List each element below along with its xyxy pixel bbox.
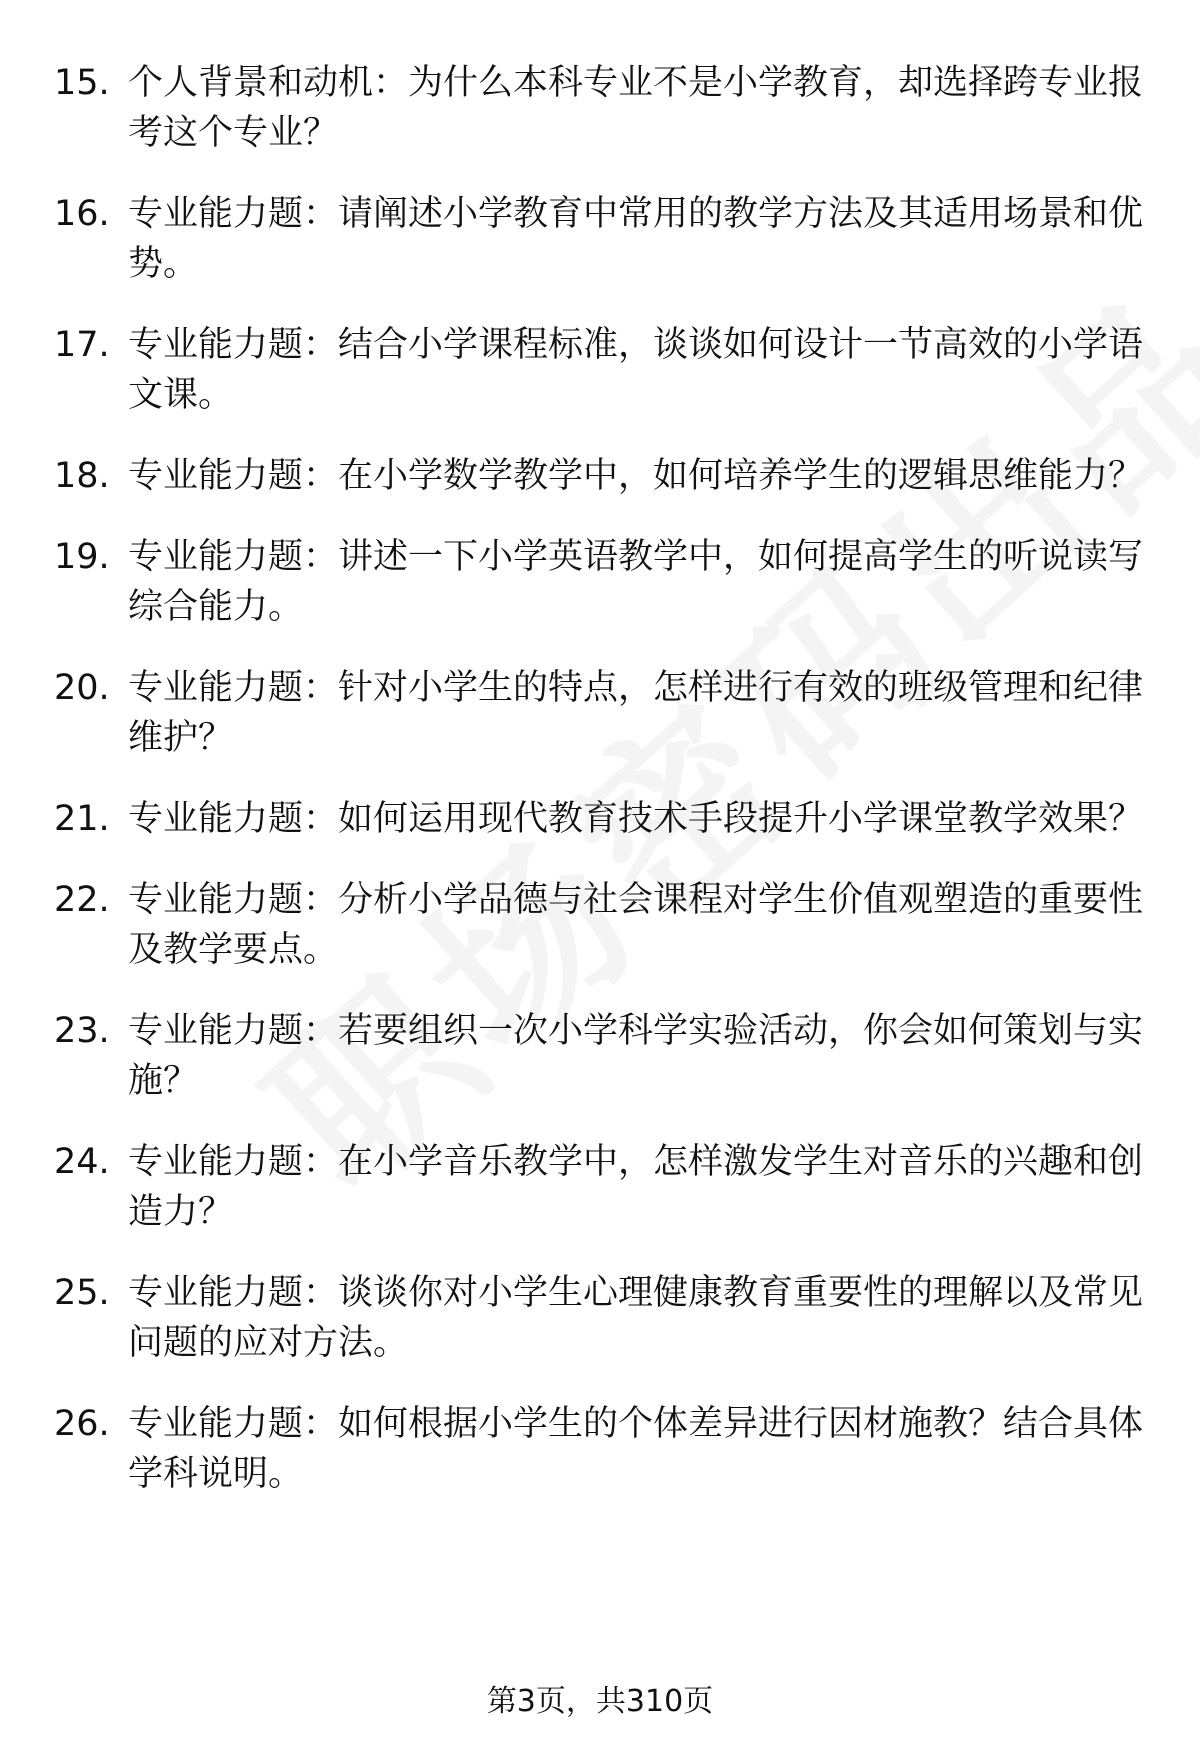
question-number: 17. <box>54 325 110 365</box>
list-item <box>54 1399 1154 1499</box>
question-text: 专业能力题：针对小学生的特点，怎样进行有效的班级管理和纪律维护？ <box>128 668 1144 758</box>
question-text: 专业能力题：请阐述小学教育中常用的教学方法及其适用场景和优势。 <box>128 194 1144 284</box>
page-footer: 第3页，共310页 <box>486 1684 714 1719</box>
list-item <box>54 875 1154 975</box>
list-item <box>54 532 1154 632</box>
question-number: 21. <box>54 799 110 839</box>
question-list <box>54 58 1154 1530</box>
question-number: 23. <box>54 1011 110 1051</box>
question-text: 专业能力题：结合小学课程标准，谈谈如何设计一节高效的小学语文课。 <box>128 325 1144 415</box>
question-number: 18. <box>54 456 110 496</box>
list-item <box>54 1137 1154 1237</box>
question-text: 专业能力题：讲述一下小学英语教学中，如何提高学生的听说读写综合能力。 <box>128 537 1144 627</box>
question-text: 个人背景和动机：为什么本科专业不是小学教育，却选择跨专业报考这个专业？ <box>128 63 1144 153</box>
list-item <box>54 189 1154 289</box>
question-number: 19. <box>54 537 110 577</box>
list-item <box>54 451 1154 501</box>
list-item <box>54 794 1154 844</box>
list-item <box>54 58 1154 158</box>
list-item <box>54 1268 1154 1368</box>
question-text: 专业能力题：分析小学品德与社会课程对学生价值观塑造的重要性及教学要点。 <box>128 880 1144 970</box>
question-number: 16. <box>54 194 110 234</box>
list-item <box>54 1006 1154 1106</box>
question-text: 专业能力题：若要组织一次小学科学实验活动，你会如何策划与实施？ <box>128 1011 1144 1101</box>
question-text: 专业能力题：谈谈你对小学生心理健康教育重要性的理解以及常见问题的应对方法。 <box>128 1273 1144 1363</box>
list-item <box>54 320 1154 420</box>
question-number: 24. <box>54 1142 110 1182</box>
question-number: 25. <box>54 1273 110 1313</box>
question-number: 22. <box>54 880 110 920</box>
question-number: 20. <box>54 668 110 708</box>
question-number: 26. <box>54 1404 110 1444</box>
question-text: 专业能力题：在小学数学教学中，如何培养学生的逻辑思维能力？ <box>128 456 1144 496</box>
question-number: 15. <box>54 63 110 103</box>
question-text: 专业能力题：如何根据小学生的个体差异进行因材施教？结合具体学科说明。 <box>128 1404 1144 1494</box>
question-text: 专业能力题：如何运用现代教育技术手段提升小学课堂教学效果？ <box>128 799 1144 839</box>
question-text: 专业能力题：在小学音乐教学中，怎样激发学生对音乐的兴趣和创造力？ <box>128 1142 1144 1232</box>
list-item <box>54 663 1154 763</box>
